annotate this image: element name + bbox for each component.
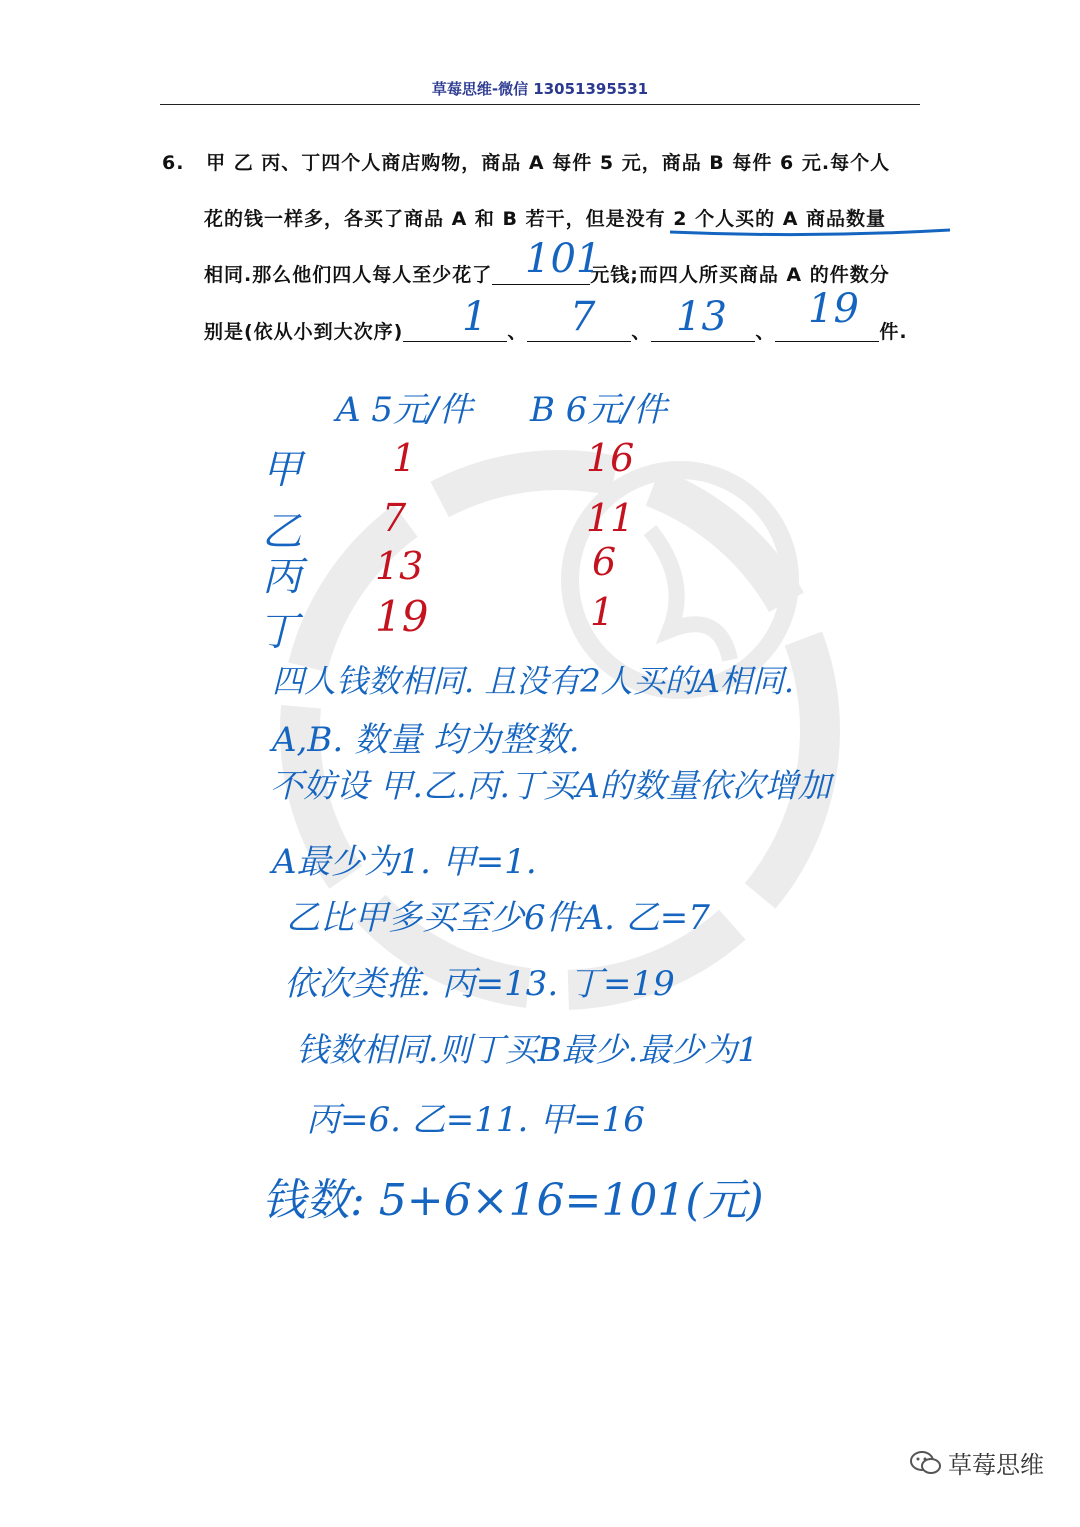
blue-underline-mark xyxy=(660,224,960,244)
solution-note: A,B. 数量 均为整数. xyxy=(272,720,580,760)
question-line-4 xyxy=(204,317,908,344)
table-row-name: 甲 xyxy=(262,447,302,493)
table-row-name: 丁 xyxy=(258,609,298,655)
table-header-b: B 6元/件 xyxy=(530,390,667,430)
solution-note: 钱数相同.则丁买B最少.最少为1 xyxy=(296,1030,759,1069)
table-row-b: 16 xyxy=(586,436,635,480)
handwritten-answer-4: 19 xyxy=(808,286,859,332)
solution-note: 丙=6. 乙=11. 甲=16 xyxy=(306,1100,645,1140)
question-text-3b: 元钱;而四人所买商品 A 的件数分 xyxy=(590,264,890,286)
solution-note: 依次类推. 丙=13. 丁=19 xyxy=(284,964,675,1004)
table-row-b: 1 xyxy=(590,590,615,634)
table-row-b: 6 xyxy=(592,540,617,584)
question-text-3a: 相同.那么他们四人每人至少花了 xyxy=(204,264,493,286)
table-row-a: 1 xyxy=(392,436,417,480)
page-header: 草莓思维-微信 13051395531 xyxy=(431,80,649,98)
handwritten-answer-total: 101 xyxy=(525,236,602,282)
question-number: 6. xyxy=(162,152,185,174)
question-text-4a: 别是(依从小到大次序) xyxy=(204,321,404,343)
table-row-a: 7 xyxy=(382,496,407,540)
table-row-a: 13 xyxy=(375,544,424,588)
question-line-2: 花的钱一样多，各买了商品 A 和 B 若干，但是没有 2 个人买的 A 商品数量 xyxy=(204,208,887,230)
table-row-b: 11 xyxy=(586,496,635,540)
question-line-1 xyxy=(162,148,890,175)
handwritten-answer-1: 1 xyxy=(462,294,488,340)
solution-note-final: 钱数: 5+6×16=101(元) xyxy=(262,1175,764,1226)
handwritten-answer-3: 13 xyxy=(676,294,727,340)
separator: 、 xyxy=(507,321,528,343)
solution-note: 乙比甲多买至少6件A. 乙=7 xyxy=(286,898,710,938)
handwritten-answer-2: 7 xyxy=(570,294,596,340)
separator: 、 xyxy=(755,321,776,343)
table-header-a: A 5元/件 xyxy=(336,390,473,430)
solution-note: 四人钱数相同. 且没有2人买的A相同. xyxy=(272,662,794,700)
separator: 、 xyxy=(631,321,652,343)
footer-brand xyxy=(910,1445,1044,1480)
table-row-a: 19 xyxy=(375,592,429,641)
header-rule xyxy=(160,104,920,105)
answer-blank-1 xyxy=(403,323,507,342)
table-row-name: 乙 xyxy=(262,509,302,555)
question-text-4end: 件. xyxy=(879,321,908,343)
solution-note: A最少为1. 甲=1. xyxy=(272,842,537,882)
wechat-icon xyxy=(910,1449,942,1477)
solution-note: 不妨设 甲.乙.丙.丁买A的数量依次增加 xyxy=(270,766,831,805)
table-row-name: 丙 xyxy=(262,554,302,600)
footer-brand-name: 草莓思维 xyxy=(948,1451,1044,1479)
question-text-1: 甲 乙 丙、丁四个人商店购物，商品 A 每件 5 元，商品 B 每件 6 元.每个人 xyxy=(206,152,891,174)
